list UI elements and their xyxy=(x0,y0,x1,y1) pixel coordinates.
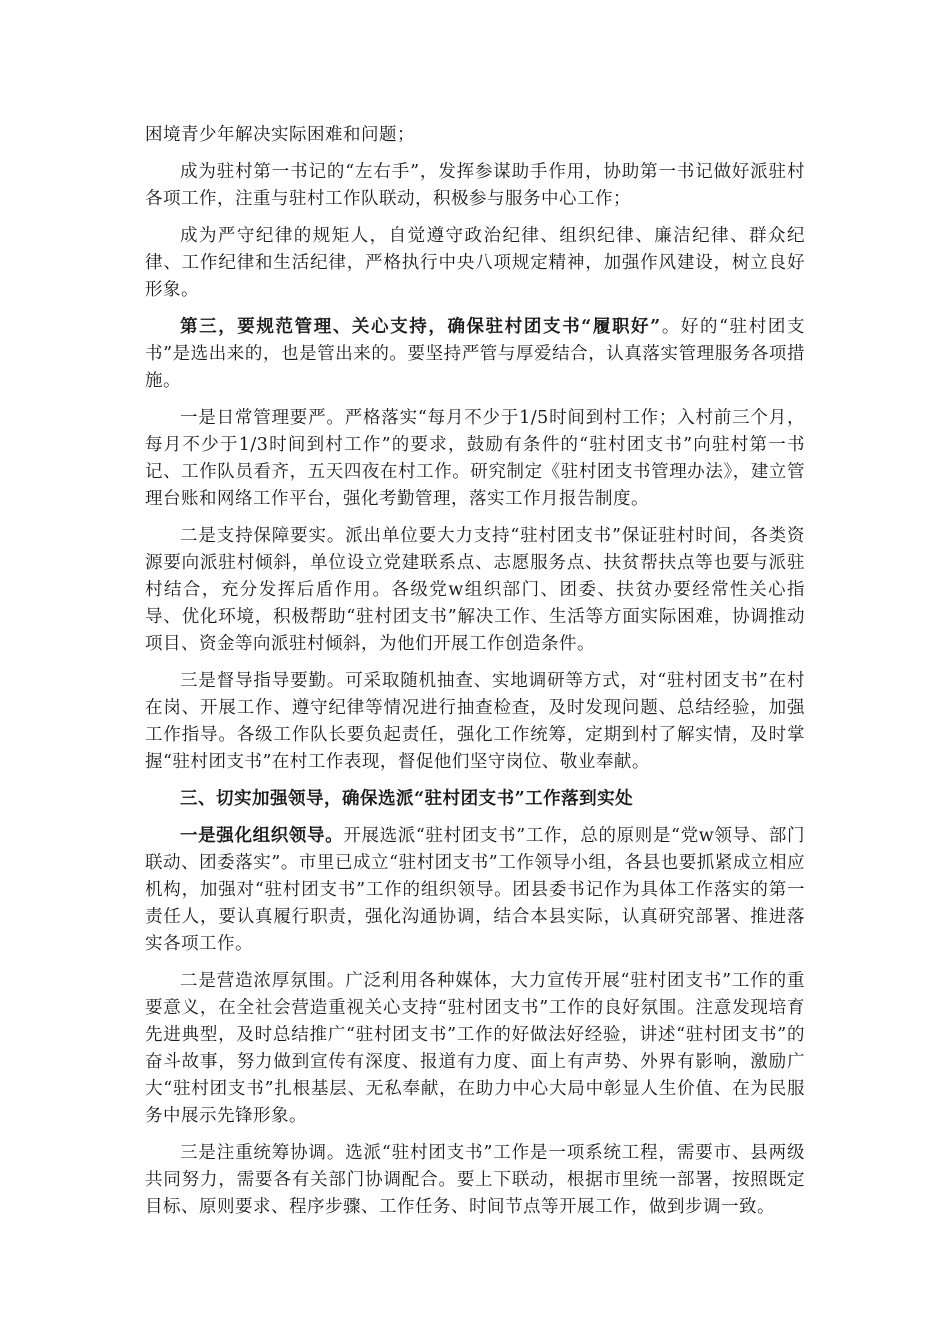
paragraph-support: 二是支持保障要实。派出单位要大力支持“驻村团支书”保证驻村时间，各类资源要向派驻村倾斜，单位设立党建联系点、志愿服务点、扶贫帮扶点等也要与派驻村结合，充分发挥后盾作用。各级党w组织部门、团委、扶贫办要经常性关心指导、优化环境，积极帮助“驻村团支书”解决工作、生活等方面实际困难，协调推动项目、资金等向派驻村倾斜，为他们开展工作创造条件。 xyxy=(145,526,805,654)
document-page xyxy=(145,122,805,1231)
paragraph-discipline: 成为严守纪律的规矩人，自觉遵守政治纪律、组织纪律、廉洁纪律、群众纪律、工作纪律和生活纪律，严格执行中央八项规定精神，加强作风建设，树立良好形象。 xyxy=(145,226,805,300)
paragraph-third-point xyxy=(145,314,805,395)
section-heading-three: 三、切实加强领导，确保选派“驻村团支书”工作落到实处 xyxy=(180,789,634,809)
leadership-body: 开展选派“驻村团支书”工作，总的原则是“党w领导、部门联动、团委落实”。市里已成立“驻村团支书”工作领导小组，各县也要抓紧成立相应机构，加强对“驻村团支书”工作的组织领导。团县委书记作为具体工作落实的第一责任人，要认真履行职责，强化沟通协调，结合本县实际，认真研究部署、推进落实各项工作。 xyxy=(145,826,806,954)
third-point-lead: 第三，要规范管理、关心支持，确保驻村团支书“履职好” xyxy=(180,317,661,337)
paragraph-leadership xyxy=(145,823,805,958)
paragraph-assistant-role: 成为驻村第一书记的“左右手”，发挥参谋助手作用，协助第一书记做好派驻村各项工作，注重与驻村工作队联动，积极参与服务中心工作； xyxy=(145,162,805,209)
paragraph-supervision: 三是督导指导要勤。可采取随机抽查、实地调研等方式，对“驻村团支书”在村在岗、开展工作、遵守纪律等情况进行抽查检查，及时发现问题、总结经验，加强工作指导。各级工作队长要负起责任，强化工作统筹，定期到村了解实情，及时掌握“驻村团支书”在村工作表现，督促他们坚守岗位、敬业奉献。 xyxy=(145,671,805,772)
paragraph-continuation: 困境青少年解决实际困难和问题； xyxy=(145,125,415,145)
leadership-lead: 一是强化组织领导。 xyxy=(180,826,344,846)
paragraph-daily-management: 一是日常管理要严。严格落实“每月不少于1/5时间到村工作；入村前三个月，每月不少于1/3时间到村工作”的要求，鼓励有条件的“驻村团支书”向驻村第一书记、工作队员看齐，五天四夜在村工作。研究制定《驻村团支书管理办法》，建立管理台账和网络工作平台，强化考勤管理，落实工作月报告制度。 xyxy=(145,408,805,509)
paragraph-coordination: 三是注重统筹协调。选派“驻村团支书”工作是一项系统工程，需要市、县两级共同努力，需要各有关部门协调配合。要上下联动，根据市里统一部署，按照既定目标、原则要求、程序步骤、工作任务、时间节点等开展工作，做到步调一致。 xyxy=(145,1143,805,1217)
third-point-body: 。好的“驻村团支书”是选出来的，也是管出来的。要坚持严管与厚爱结合，认真落实管理服务各项措施。 xyxy=(145,317,805,391)
paragraph-atmosphere: 二是营造浓厚氛围。广泛利用各种媒体，大力宣传开展“驻村团支书”工作的重要意义，在全社会营造重视关心支持“驻村团支书”工作的良好氛围。注意发现培育先进典型，及时总结推广“驻村团支书”工作的好做法好经验，讲述“驻村团支书”的奋斗故事，努力做到宣传有深度、报道有力度、面上有声势、外界有影响，激励广大“驻村团支书”扎根基层、无私奉献，在助力中心大局中彰显人生价值、在为民服务中展示先锋形象。 xyxy=(145,971,805,1126)
